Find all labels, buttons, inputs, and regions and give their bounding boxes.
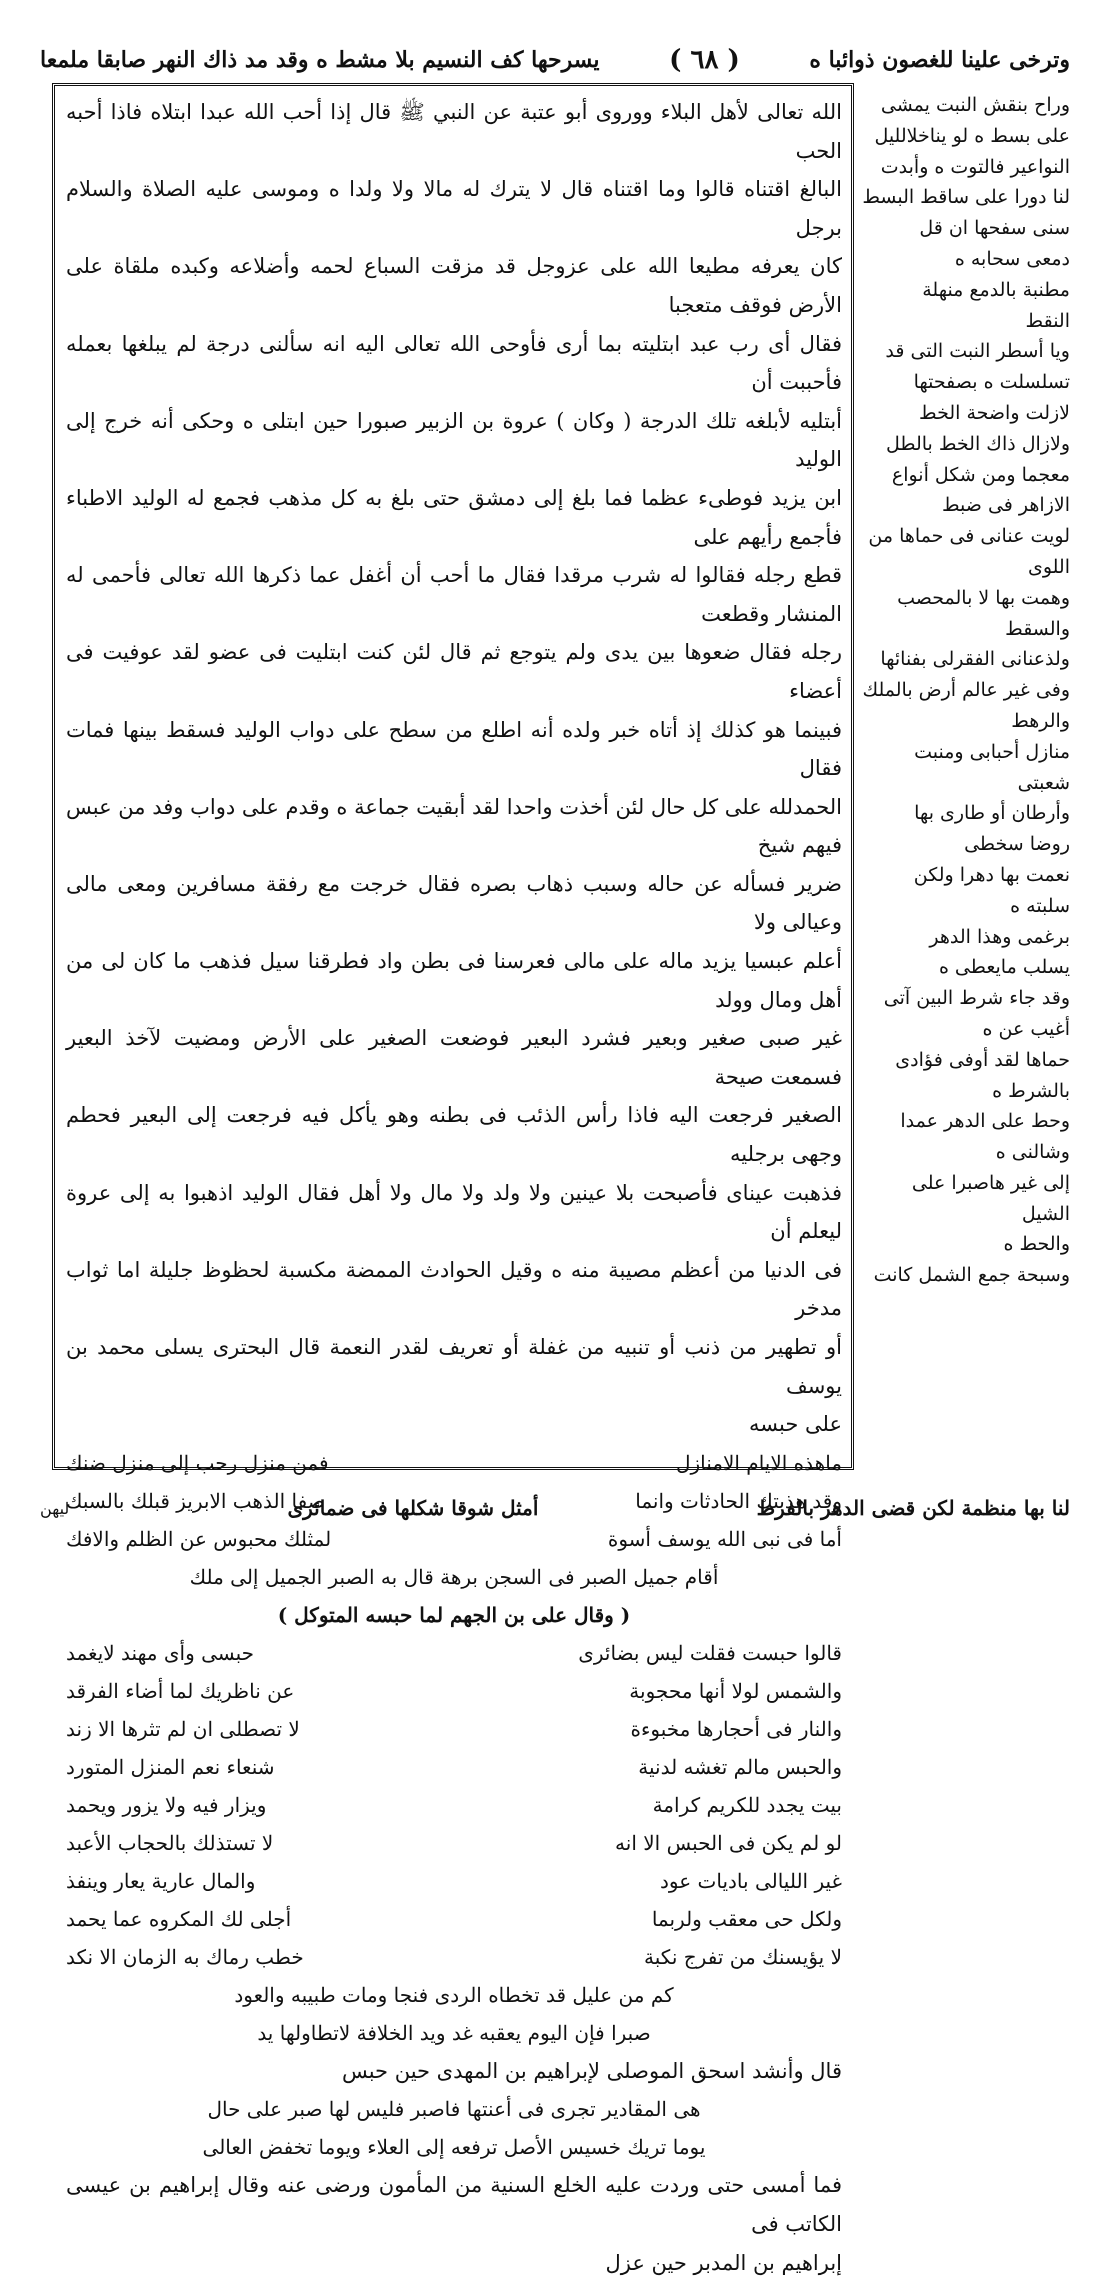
margin-line: منازل أحبابى ومنبت bbox=[914, 740, 1070, 763]
verse-line bbox=[66, 1824, 842, 1862]
prose-line: الصغير فرجعت اليه فاذا رأس الذئب فى بطنه وهو يأكل فيه فرجعت إلى البعير فحطم وجهى برجليه bbox=[66, 1103, 842, 1167]
header-left-text: يسرحها كف النسيم بلا مشط ه وقد مد ذاك النهر صابقا ملمعا bbox=[40, 47, 600, 73]
prose-line: رجله فقال ضعوها بين يدى ولم يتوجع ثم قال لئن كنت ابتليت فى عضو لقد عوفيت فى أعضاء bbox=[66, 640, 842, 703]
verse-second-hemistich: صفا الذهب الابريز قبلك بالسبك bbox=[66, 1488, 325, 1513]
margin-line: ويا أسطر النبت التى قد bbox=[885, 340, 1070, 363]
verse-first-hemistich: أما فى نبى الله يوسف أسوة bbox=[607, 1526, 842, 1551]
margin-line: برغمى وهذا الدهر bbox=[929, 925, 1070, 948]
verse-line-centered: كم من عليل قد تخطاه الردى فنجا ومات طبيبه والعود bbox=[234, 1982, 674, 2007]
margin-line: وفى غير عالم أرض بالملك bbox=[862, 679, 1070, 702]
verse-first-hemistich: والحبس مالم تغشه لدنية bbox=[638, 1754, 842, 1779]
poem-ishaq bbox=[66, 2090, 842, 2166]
verse-line bbox=[66, 1862, 842, 1900]
prose-line: أعلم عبسيا يزيد ماله على مالى فعرسنا فى بطن واد فطرقنا سيل فذهب ما كان لى من أهل ومال وولد bbox=[66, 949, 842, 1012]
page-number: ( ٦٨ ) bbox=[669, 45, 740, 75]
prose-line: ابن يزيد فوطىء عظما فما بلغ إلى دمشق حتى بلغ به كل مذهب فجمع له الوليد الاطباء فأجمع رأيهم على bbox=[66, 485, 842, 549]
margin-line: وقد جاء شرط البين آتى bbox=[883, 987, 1070, 1010]
margin-line: وهمت بها لا بالمحصب bbox=[897, 586, 1070, 609]
verse-line-centered: أقام جميل الصبر فى السجن برهة قال به الصبر الجميل إلى ملك bbox=[189, 1564, 719, 1589]
verse-first-hemistich: بيت يجدد للكريم كرامة bbox=[652, 1792, 842, 1817]
margin-line: شعبتى bbox=[1017, 771, 1070, 794]
margin-line: وحط على الدهر عمدا bbox=[900, 1110, 1070, 1133]
margin-line: معجما ومن شكل أنواع bbox=[891, 463, 1070, 486]
margin-commentary bbox=[860, 90, 1070, 1475]
footer-middle-text: أمثل شوقا شكلها فى ضمائرى bbox=[287, 1496, 539, 1520]
verse-second-hemistich: حبسى وأى مهند لايغمد bbox=[66, 1640, 254, 1665]
margin-line: لويت عنانى فى حماها من bbox=[868, 525, 1070, 548]
verse-first-hemistich: ماهذه الايام الامنازل bbox=[675, 1450, 842, 1475]
prose-line: قال وأنشد اسحق الموصلى لإبراهيم بن المهدى حين حبس bbox=[341, 2058, 842, 2083]
verse-second-hemistich: لمثلك محبوس عن الظلم والافك bbox=[66, 1526, 332, 1551]
verse-first-hemistich: ولكل حى معقب ولربما bbox=[651, 1906, 842, 1931]
margin-line: روضا سخطى bbox=[964, 833, 1070, 856]
verse-line-centered: يوما تريك خسيس الأصل ترفعه إلى العلاء ويوما تخفض العالى bbox=[202, 2135, 706, 2160]
verse-first-hemistich: لا يؤيسنك من تفرج نكبة bbox=[644, 1944, 842, 1969]
margin-line: يسلب مايعطى ه bbox=[938, 956, 1070, 979]
verse-line-centered: صبرا فإن اليوم يعقبه غد ويد الخلافة لاتطاولها يد bbox=[257, 2020, 651, 2045]
verse-line bbox=[66, 1786, 842, 1824]
margin-line: لنا دورا على ساقط البسط bbox=[862, 186, 1070, 209]
margin-line: والسقط bbox=[1005, 617, 1070, 640]
verse-line bbox=[66, 1634, 842, 1672]
verse-second-hemistich: عن ناظريك لما أضاء الفرقد bbox=[66, 1678, 295, 1703]
verse-second-hemistich: شنعاء نعم المنزل المتورد bbox=[66, 1754, 275, 1779]
prose-line: فقال أى رب عبد ابتليته بما أرى فأوحى الله تعالى اليه انه سألنى درجة لم يبلغها بعمله فأحببت أن bbox=[66, 331, 842, 395]
prose-line: فى الدنيا من أعظم مصيبة منه ه وقيل الحوادث الممضة مكسبة لحظوظ جليلة اما ثواب مدخر bbox=[66, 1257, 842, 1321]
verse-line bbox=[66, 1444, 842, 1482]
prose-line: على حبسه bbox=[749, 1412, 842, 1437]
prose-block-1 bbox=[66, 93, 842, 1444]
margin-line: إلى غير هاصبرا على الشيل bbox=[911, 1171, 1070, 1225]
verse-line bbox=[66, 1900, 842, 1938]
page-footer bbox=[40, 1480, 1070, 1536]
verse-second-hemistich: ويزار فيه ولا يزور ويحمد bbox=[66, 1792, 267, 1817]
verse-second-hemistich: خطب رماك به الزمان الا نكد bbox=[66, 1944, 304, 1969]
margin-line: ولازال ذاك الخط بالطل bbox=[886, 432, 1070, 455]
margin-line: دمعى سحابه ه bbox=[954, 247, 1070, 270]
prose-line: إبراهيم بن المدبر حين عزل bbox=[605, 2250, 842, 2275]
prose-line: فبينما هو كذلك إذ أتاه خبر ولده أنه اطلع من سطح على دواب الوليد فسقط بينها فمات فقال bbox=[66, 717, 842, 781]
prose-line: كان يعرفه مطيعا الله على عزوجل قد مزقت السباع لحمه وأضلاعه وكبده ملقاة على الأرض فوقف متعجبا bbox=[66, 254, 842, 317]
verse-first-hemistich: والشمس لولا أنها محجوبة bbox=[629, 1678, 842, 1703]
margin-line: على بسط ه لو يناخلالليل bbox=[874, 124, 1070, 147]
prose-line: البالغ اقتناه قالوا وما اقتناه قال لا يترك له مالا ولا ولدا ه وموسى عليه الصلاة والسلام برجل bbox=[66, 177, 842, 240]
verse-first-hemistich: غير الليالى باديات عود bbox=[660, 1868, 842, 1893]
verse-line bbox=[66, 1672, 842, 1710]
margin-line: سلبته ه bbox=[1010, 894, 1070, 917]
header-right-text: وترخى علينا للغصون ذوائبا ه bbox=[809, 47, 1070, 73]
verse-second-hemistich: لا تصطلى ان لم تثرها الا زند bbox=[66, 1716, 300, 1741]
section-heading: ( وقال على بن الجهم لما حبسه المتوكل ) bbox=[277, 1602, 631, 1627]
prose-block-3 bbox=[66, 2166, 842, 2282]
margin-line: وراح بنقش النبت يمشى bbox=[880, 94, 1070, 116]
margin-line: النواعير فالتوت ه وأبدت bbox=[880, 155, 1070, 178]
verse-first-hemistich: وقد هذبتك الحادثات وانما bbox=[635, 1488, 842, 1513]
prose-line: قطع رجله فقالوا له شرب مرقدا فقال ما أحب أن أغفل عما ذكرها الله تعالى فأحمى له المنشار وقطعت bbox=[66, 563, 842, 626]
margin-line: والرهط bbox=[1011, 709, 1070, 732]
margin-line: أغيب عن ه bbox=[982, 1017, 1070, 1040]
margin-line: سنى سفحها ان قل bbox=[919, 217, 1070, 240]
margin-line: لازلت واضحة الخط bbox=[919, 401, 1070, 424]
verse-second-hemistich: لا تستذلك بالحجاب الأعبد bbox=[66, 1830, 274, 1855]
margin-line: مطنبة بالدمع منهلة bbox=[922, 278, 1070, 301]
margin-line: الازاهر فى ضبط bbox=[942, 494, 1070, 517]
prose-block-2 bbox=[66, 2052, 842, 2091]
prose-line: فذهبت عيناى فأصبحت بلا عينين ولا ولد ولا مال ولا أهل فقال الوليد اذهبوا به إلى عروة ليعلم أن bbox=[66, 1180, 842, 1244]
prose-line: ضرير فسأله عن حاله وسبب ذهاب بصره فقال خرجت مع رفقة مسافرين ومعى مالى وعيالى ولا bbox=[66, 871, 842, 935]
page-header bbox=[40, 38, 1070, 82]
verse-first-hemistich: والنار فى أحجارها مخبوءة bbox=[630, 1716, 842, 1741]
margin-line: النقط bbox=[1025, 309, 1070, 332]
margin-line: بالشرط ه bbox=[992, 1079, 1070, 1102]
margin-line: وشالنى ه bbox=[995, 1141, 1070, 1164]
margin-line: ولذعنانى الفقرلى بفنائها bbox=[880, 648, 1070, 671]
verse-second-hemistich: أجلى لك المكروه عما يحمد bbox=[66, 1906, 292, 1931]
verse-line bbox=[66, 1938, 842, 1976]
verse-second-hemistich: والمال عارية يعار وينفذ bbox=[66, 1868, 256, 1893]
verse-line-centered: هى المقادير تجرى فى أعنتها فاصبر فليس لها صبر على حال bbox=[207, 2097, 701, 2122]
margin-line: اللوى bbox=[1027, 555, 1070, 578]
margin-line: حماها لقد أوفى فؤادى bbox=[895, 1048, 1070, 1071]
verse-first-hemistich: قالوا حبست فقلت ليس بضائرى bbox=[578, 1640, 842, 1665]
margin-line: والحط ه bbox=[1003, 1233, 1070, 1256]
footer-right-text: لنا بها منظمة لكن قضى الدهر بالفرط bbox=[756, 1496, 1070, 1520]
poem-ibn-al-jahm bbox=[66, 1634, 842, 2052]
prose-line: الحمدلله على كل حال لئن أخذت واحدا لقد أبقيت جماعة ه وقدم على دواب وفد من عبس فيهم شيخ bbox=[65, 794, 842, 858]
catchword: ليهن bbox=[40, 1498, 70, 1518]
margin-line: نعمت بها دهرا ولكن bbox=[913, 863, 1070, 886]
prose-line: الله تعالى لأهل البلاء ووروى أبو عتبة عن النبي ﷺ قال إذا أحب الله عبدا ابتلاه فاذا أحبه الحب bbox=[66, 100, 842, 163]
prose-line: أو تطهير من ذنب أو تنبيه من غفلة أو تعريف لقدر النعمة قال البحترى يسلى محمد بن يوسف bbox=[66, 1335, 842, 1398]
verse-second-hemistich: فمن منزل رحب إلى منزل ضنك bbox=[66, 1450, 329, 1475]
verse-line bbox=[66, 1710, 842, 1748]
verse-first-hemistich: لو لم يكن فى الحبس الا انه bbox=[615, 1830, 842, 1855]
prose-line: فما أمسى حتى وردت عليه الخلع السنية من المأمون ورضى عنه وقال إبراهيم بن عيسى الكاتب فى bbox=[66, 2173, 842, 2236]
margin-line: تسلسلت ه بصفحتها bbox=[913, 371, 1070, 394]
margin-line: وأرطان أو طارى بها bbox=[914, 802, 1070, 825]
verse-line bbox=[66, 1748, 842, 1786]
prose-line: أبتليه لأبلغه تلك الدرجة ( وكان ) عروة بن الزبير صبورا حين ابتلى ه وحكى أنه خرج إلى الوليد bbox=[66, 408, 842, 472]
prose-line: غير صبى صغير وبعير فشرد البعير فوضعت الصغير على الأرض ومضيت لآخذ البعير فسمعت صيحة bbox=[66, 1026, 842, 1089]
margin-line: وسبحة جمع الشمل كانت bbox=[873, 1264, 1070, 1287]
